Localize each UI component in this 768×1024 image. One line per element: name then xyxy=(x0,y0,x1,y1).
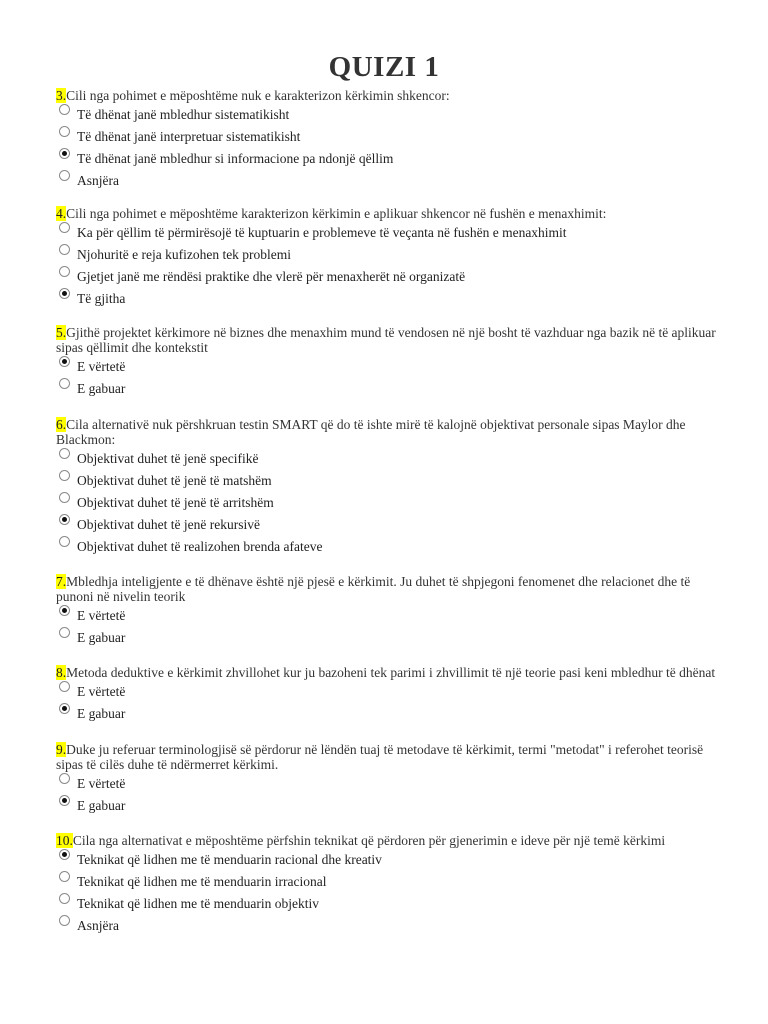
radio-icon[interactable] xyxy=(59,915,70,926)
question-label: Gjithë projektet kërkimore në biznes dhe menaxhim mund të vendosen në një bosht të vazhduar nga bazik në të aplikuar sipas qëllimit dhe kontekstit xyxy=(56,325,716,355)
question-block xyxy=(56,206,726,309)
answer-option[interactable] xyxy=(56,870,726,892)
answer-option[interactable] xyxy=(56,447,726,469)
question-label: Cila nga alternativat e mëposhtëme përfshin teknikat që përdoren për gjenerimin e ideve për një temë kërkimi xyxy=(72,833,666,848)
answer-option-label: E vërtetë xyxy=(77,684,126,699)
answer-option-label: Objektivat duhet të jenë specifikë xyxy=(77,451,259,466)
question-number: 7. xyxy=(56,574,67,589)
question-block xyxy=(56,325,726,399)
answer-option[interactable] xyxy=(56,513,726,535)
radio-selected-icon[interactable] xyxy=(59,703,70,714)
question-number: 8. xyxy=(56,665,67,680)
question-block xyxy=(56,574,726,648)
answer-option[interactable] xyxy=(56,604,726,626)
question-label: Cili nga pohimet e mëposhtëme nuk e karakterizon kërkimin shkencor: xyxy=(66,88,450,103)
answer-option-label: Teknikat që lidhen me të menduarin irracional xyxy=(77,874,327,889)
answer-option[interactable] xyxy=(56,794,726,816)
answer-option-label: E vërtetë xyxy=(77,776,126,791)
answer-option[interactable] xyxy=(56,147,726,169)
answer-option-label: E gabuar xyxy=(77,706,126,721)
question-number: 3. xyxy=(56,88,67,103)
question-label: Cila alternativë nuk përshkruan testin SMART që do të ishte mirë të kalojnë objektivat personale sipas Maylor dhe Blackmon: xyxy=(56,417,686,447)
question-number: 6. xyxy=(56,417,67,432)
question-text xyxy=(56,742,726,772)
radio-selected-icon[interactable] xyxy=(59,605,70,616)
answer-option-label: Objektivat duhet të jenë të arritshëm xyxy=(77,495,274,510)
question-label: Mbledhja inteligjente e të dhënave është një pjesë e kërkimit. Ju duhet të shpjegoni fenomenet dhe relacionet dhe të punoni në nivelin teorik xyxy=(56,574,691,604)
answer-option[interactable] xyxy=(56,243,726,265)
radio-selected-icon[interactable] xyxy=(59,795,70,806)
answer-option[interactable] xyxy=(56,914,726,936)
radio-icon[interactable] xyxy=(59,773,70,784)
question-label: Metoda deduktive e kërkimit zhvillohet kur ju bazoheni tek parimi i zhvillimit të një teorie pasi keni mbledhur të dhënat xyxy=(66,665,716,680)
question-block xyxy=(56,742,726,816)
answer-option-label: Të gjitha xyxy=(77,291,126,306)
answer-option-label: Asnjëra xyxy=(77,918,119,933)
radio-selected-icon[interactable] xyxy=(59,514,70,525)
answer-option-label: Objektivat duhet të jenë të matshëm xyxy=(77,473,272,488)
answer-option[interactable] xyxy=(56,169,726,191)
question-text xyxy=(56,417,726,447)
radio-icon[interactable] xyxy=(59,627,70,638)
question-block xyxy=(56,833,726,936)
answer-option-label: E gabuar xyxy=(77,630,126,645)
answer-option[interactable] xyxy=(56,287,726,309)
answer-option-label: E gabuar xyxy=(77,381,126,396)
answer-option[interactable] xyxy=(56,848,726,870)
answer-option[interactable] xyxy=(56,103,726,125)
answer-option-label: E gabuar xyxy=(77,798,126,813)
radio-icon[interactable] xyxy=(59,170,70,181)
question-text xyxy=(56,325,726,355)
radio-icon[interactable] xyxy=(59,492,70,503)
radio-icon[interactable] xyxy=(59,222,70,233)
answer-option[interactable] xyxy=(56,491,726,513)
radio-icon[interactable] xyxy=(59,893,70,904)
answer-option[interactable] xyxy=(56,535,726,557)
question-block xyxy=(56,417,726,557)
answer-option[interactable] xyxy=(56,377,726,399)
answer-option[interactable] xyxy=(56,125,726,147)
answer-option[interactable] xyxy=(56,892,726,914)
question-number: 9. xyxy=(56,742,67,757)
radio-icon[interactable] xyxy=(59,470,70,481)
radio-icon[interactable] xyxy=(59,378,70,389)
question-number: 4. xyxy=(56,206,67,221)
answer-option[interactable] xyxy=(56,265,726,287)
question-text xyxy=(56,206,726,221)
answer-option-label: E vërtetë xyxy=(77,359,126,374)
radio-icon[interactable] xyxy=(59,126,70,137)
answer-option[interactable] xyxy=(56,221,726,243)
question-text xyxy=(56,574,726,604)
answer-option-label: Njohuritë e reja kufizohen tek problemi xyxy=(77,247,292,262)
radio-icon[interactable] xyxy=(59,681,70,692)
radio-icon[interactable] xyxy=(59,244,70,255)
question-label: Cili nga pohimet e mëposhtëme karakterizon kërkimin e aplikuar shkencor në fushën e menaxhimit: xyxy=(66,206,607,221)
question-label: Duke ju referuar terminologjisë së përdorur në lëndën tuaj të metodave të kërkimit, termi "metodat" i referohet teorisë sipas të cilës duhe të ndërmerret kërkimi. xyxy=(56,742,704,772)
answer-option[interactable] xyxy=(56,355,726,377)
radio-selected-icon[interactable] xyxy=(59,148,70,159)
question-block xyxy=(56,665,726,724)
question-block xyxy=(56,88,726,191)
answer-option[interactable] xyxy=(56,772,726,794)
question-number: 10. xyxy=(56,833,73,848)
answer-option-label: Të dhënat janë mbledhur si informacione pa ndonjë qëllim xyxy=(77,151,394,166)
radio-selected-icon[interactable] xyxy=(59,849,70,860)
radio-selected-icon[interactable] xyxy=(59,356,70,367)
radio-icon[interactable] xyxy=(59,104,70,115)
answer-option[interactable] xyxy=(56,469,726,491)
answer-option-label: Gjetjet janë me rëndësi praktike dhe vlerë për menaxherët në organizatë xyxy=(77,269,466,284)
radio-icon[interactable] xyxy=(59,266,70,277)
answer-option-label: Objektivat duhet të realizohen brenda afateve xyxy=(77,539,323,554)
answer-option-label: Të dhënat janë mbledhur sistematikisht xyxy=(77,107,290,122)
radio-selected-icon[interactable] xyxy=(59,288,70,299)
question-text xyxy=(56,665,726,680)
radio-icon[interactable] xyxy=(59,536,70,547)
radio-icon[interactable] xyxy=(59,871,70,882)
page-title: QUIZI 1 xyxy=(328,51,440,83)
question-text xyxy=(56,88,726,103)
answer-option[interactable] xyxy=(56,702,726,724)
answer-option[interactable] xyxy=(56,680,726,702)
question-text xyxy=(56,833,726,848)
answer-option-label: Asnjëra xyxy=(77,173,119,188)
answer-option-label: Të dhënat janë interpretuar sistematikisht xyxy=(77,129,301,144)
question-number: 5. xyxy=(56,325,67,340)
answer-option-label: E vërtetë xyxy=(77,608,126,623)
answer-option-label: Ka për qëllim të përmirësojë të kuptuarin e problemeve të veçanta në fushën e menaxhimit xyxy=(77,225,567,240)
answer-option-label: Teknikat që lidhen me të menduarin objektiv xyxy=(77,896,319,911)
answer-option-label: Teknikat që lidhen me të menduarin racional dhe kreativ xyxy=(77,852,382,867)
answer-option-label: Objektivat duhet të jenë rekursivë xyxy=(77,517,260,532)
radio-icon[interactable] xyxy=(59,448,70,459)
answer-option[interactable] xyxy=(56,626,726,648)
